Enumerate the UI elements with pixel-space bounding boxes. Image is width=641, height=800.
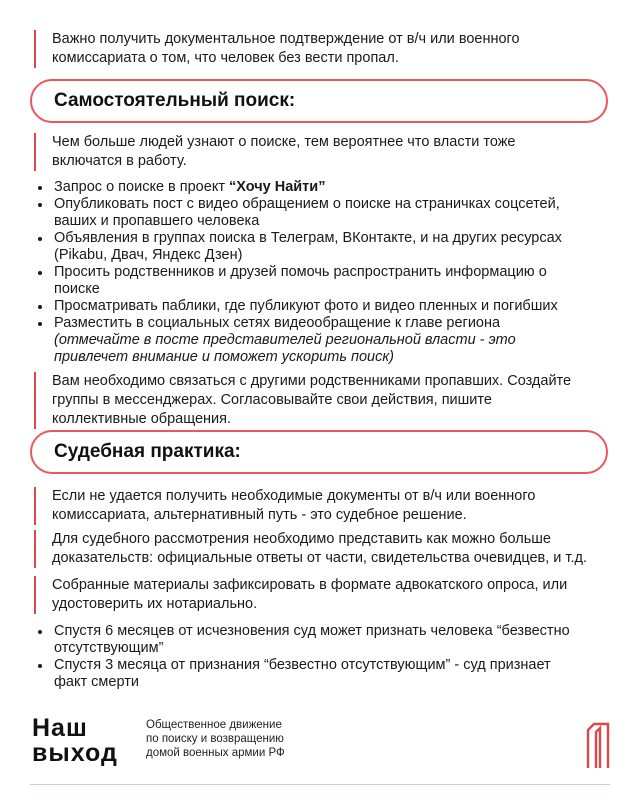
section1-note2-line: Вам необходимо связаться с другими родственниками пропавших. Создайте bbox=[52, 373, 572, 389]
org-line: домой военных армии РФ bbox=[146, 747, 285, 759]
intro-note bbox=[34, 30, 520, 68]
list-item-line: Просить родственников и друзей помочь распространить информацию о bbox=[54, 264, 547, 280]
list-item-line: Просматривать паблики, где публикуют фото и видео пленных и погибших bbox=[54, 298, 558, 314]
logo-line: Наш bbox=[32, 714, 88, 742]
court-note-line: комиссариата, альтернативный путь - это судебное решение. bbox=[52, 507, 467, 523]
section1-note-line: включатся в работу. bbox=[52, 153, 187, 169]
list-item bbox=[34, 657, 570, 691]
list-item bbox=[34, 179, 562, 196]
list-item bbox=[34, 230, 562, 264]
court-note bbox=[34, 530, 587, 568]
list-item-line: Опубликовать пост с видео обращением о поиске на страничках соцсетей, bbox=[54, 196, 560, 212]
list-item bbox=[34, 196, 562, 230]
org-line: Общественное движение bbox=[146, 719, 282, 731]
logo bbox=[32, 716, 118, 766]
list-item-line: Спустя 3 месяца от признания “безвестно отсутствующим” - суд признает bbox=[54, 657, 551, 673]
org-line: по поиску и возвращению bbox=[146, 733, 284, 745]
list-item-italic-line: привлечет внимание и поможет ускорить поиск) bbox=[54, 349, 394, 365]
list-item-text: Запрос о поиске в проект bbox=[54, 179, 229, 195]
list-item-line: отсутствующим” bbox=[54, 640, 164, 656]
self-search-list bbox=[34, 179, 562, 366]
list-item bbox=[34, 623, 570, 657]
court-note-line: Собранные материалы зафиксировать в формате адвокатского опроса, или bbox=[52, 577, 568, 593]
list-item-line: Разместить в социальных сетях видеообращение к главе региона bbox=[54, 315, 501, 331]
court-note-line: Для судебного рассмотрения необходимо представить как можно больше bbox=[52, 531, 551, 547]
list-item-line: Объявления в группах поиска в Телеграм, ВКонтакте, и на других ресурсах bbox=[54, 230, 562, 246]
section-heading-text: Судебная практика: bbox=[54, 441, 241, 462]
section1-note2-line: коллективные обращения. bbox=[52, 411, 232, 427]
list-item-line: ваших и пропавшего человека bbox=[54, 213, 260, 229]
section1-note bbox=[34, 133, 515, 171]
court-note bbox=[34, 576, 567, 614]
list-item-line: (Pikabu, Двач, Яндекс Дзен) bbox=[54, 247, 243, 263]
organization-caption bbox=[146, 718, 285, 760]
list-item-line: факт смерти bbox=[54, 674, 139, 690]
project-name: “Хочу Найти” bbox=[229, 179, 326, 195]
list-item bbox=[34, 298, 562, 315]
list-item bbox=[34, 264, 562, 298]
footer-divider bbox=[30, 784, 610, 785]
court-list bbox=[34, 623, 570, 691]
brand-mark-icon bbox=[586, 722, 610, 770]
section1-note2 bbox=[34, 372, 571, 429]
intro-note-line: комиссариата о том, что человек без вести пропал. bbox=[52, 50, 399, 66]
list-item-italic-line: (отмечайте в посте представителей региональной власти - это bbox=[54, 332, 516, 348]
section-heading-self-search bbox=[30, 79, 608, 123]
court-note-line: доказательств: официальные ответы от части, свидетельства очевидцев, и т.д. bbox=[52, 550, 587, 566]
logo-line: выход bbox=[32, 739, 118, 767]
list-item-line: Спустя 6 месяцев от исчезновения суд может признать человека “безвестно bbox=[54, 623, 570, 639]
intro-note-line: Важно получить документальное подтверждение от в/ч или военного bbox=[52, 31, 520, 47]
section1-note2-line: группы в мессенджерах. Согласовывайте свои действия, пишите bbox=[52, 392, 492, 408]
court-note-line: удостоверить их нотариально. bbox=[52, 596, 258, 612]
section1-note-line: Чем больше людей узнают о поиске, тем вероятнее что власти тоже bbox=[52, 134, 516, 150]
list-item-line: поиске bbox=[54, 281, 100, 297]
section-heading-text: Самостоятельный поиск: bbox=[54, 90, 296, 111]
section-heading-court-practice bbox=[30, 430, 608, 474]
court-note-line: Если не удается получить необходимые документы от в/ч или военного bbox=[52, 488, 536, 504]
list-item bbox=[34, 315, 562, 366]
court-note bbox=[34, 487, 535, 525]
